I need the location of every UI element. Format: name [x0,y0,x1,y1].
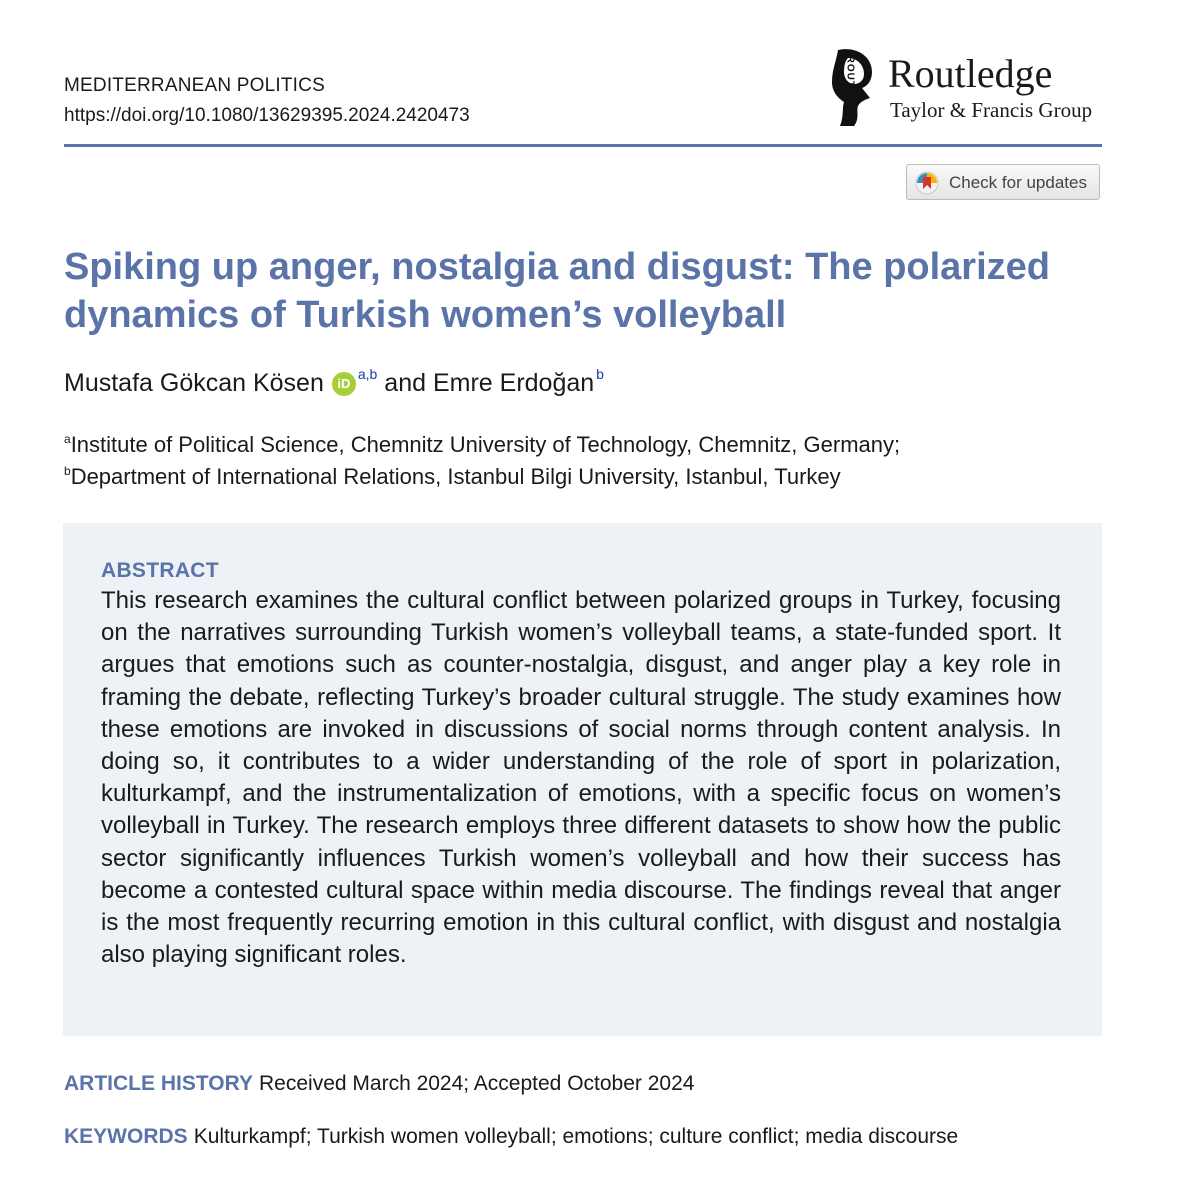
author-name[interactable]: Emre Erdoğan [432,369,595,397]
affiliation-text: Institute of Political Science, Chemnitz University of Technology, Chemnitz, Germany; [70,432,901,457]
header-divider [64,144,1102,147]
affiliation-mark: a [64,432,71,446]
abstract-heading: ABSTRACT [101,559,219,582]
affiliation-b [64,464,841,490]
journal-name: MEDITERRANEAN POLITICS [64,75,325,96]
author-name[interactable]: Mustafa Gökcan Kösen [64,369,324,397]
keywords [64,1125,958,1149]
article-title: Spiking up anger, nostalgia and disgust: The polarized dynamics of Turkish women’s volleyball [64,246,1050,336]
article-history-label: ARTICLE HISTORY [64,1072,254,1095]
affiliation-a [64,432,900,458]
doi-link[interactable]: https://doi.org/10.1080/13629395.2024.2420473 [64,105,470,126]
affiliation-marks[interactable]: b [596,366,604,382]
affiliation-mark: b [64,464,71,478]
routledge-vertical-text: ROUTLEDGE [844,55,856,128]
crossmark-icon [915,171,939,195]
author-connector: and [384,369,427,397]
publisher-group: Taylor & Francis Group [890,98,1093,122]
keywords-label: KEYWORDS [64,1125,188,1148]
affiliation-marks[interactable]: a,b [357,366,378,382]
author-list [64,366,604,398]
article-history [64,1072,694,1096]
article-history-text: Received March 2024; Accepted October 2024 [259,1072,695,1095]
affiliation-text: Department of International Relations, Istanbul Bilgi University, Istanbul, Turkey [70,464,841,489]
abstract-panel [63,523,1102,1036]
check-for-updates-label: Check for updates [949,173,1087,192]
check-for-updates-button[interactable] [906,164,1100,200]
publisher-logo[interactable] [818,46,1108,136]
publisher-name: Routledge [888,51,1053,96]
orcid-icon[interactable]: iD [332,372,356,396]
keywords-text: Kulturkampf; Turkish women volleyball; emotions; culture conflict; media discourse [193,1125,959,1148]
abstract-text: This research examines the cultural conflict between polarized groups in Turkey, focusing on the narratives surrounding Turkish women’s volleyball teams, a state-funded sport. It argues that emotions such as counter-nostalgia, disgust, and anger play a key role in framing the debate, reflecting Turkey’s broader cultural struggle. The study examines how these emotions are invoked in discussions of social norms through content analysis. In doing so, it contributes to a wider understanding of the role of sport in polarization, kulturkampf, and the instrumentalization of emotions, with a specific focus on women’s volleyball in Turkey. The research employs three different datasets to show how the public sector significantly influences Turkish women’s volleyball and how their success has become a contested cultural space within media discourse. The findings reveal that anger is the most frequently recurring emotion in this cultural conflict, with disgust and nostalgia also playing significant roles. [101,587,1061,969]
